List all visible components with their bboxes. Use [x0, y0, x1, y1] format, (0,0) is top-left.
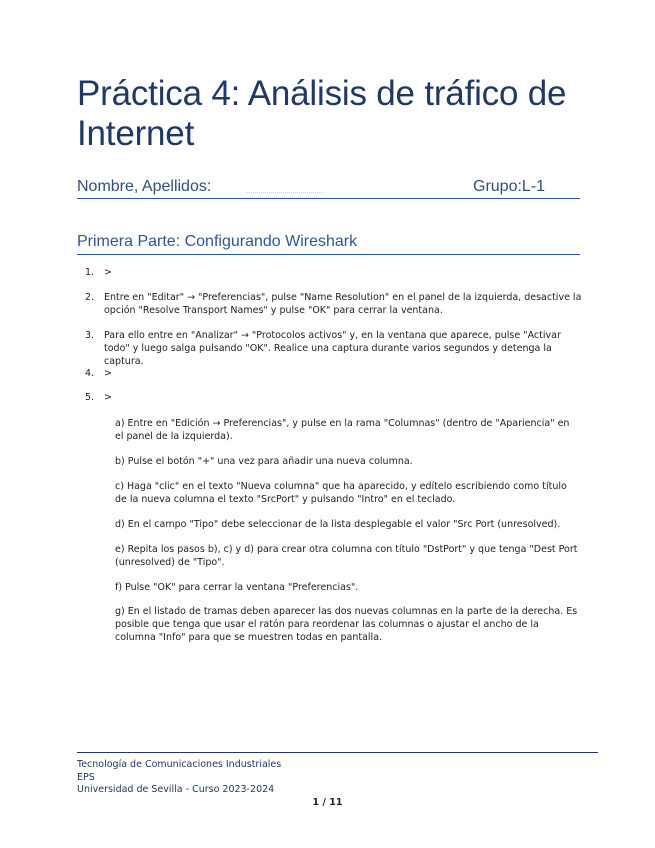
- subitem-g: g) En el listado de tramas deben aparecer las dos nuevas columnas en la parte de la derecha. Es posible que tenga que usar el ratón para reordenar las columnas o ajustar el ancho de la columna "Info" para que se muestren todas en pantalla.: [115, 606, 578, 643]
- list-text: >: [104, 392, 112, 403]
- footer-course: Tecnología de Comunicaciones Industriales: [77, 759, 282, 770]
- list-text: Para ello entre en "Analizar" → "Protocolos activos" y, en la ventana que aparece, pulse "Activar todo" y luego salga pulsando "OK". Realice una captura durante varios segundos y detenga la captura.: [104, 330, 561, 367]
- subitem-a: a) Entre en "Edición → Preferencias", y pulse en la rama "Columnas" (dentro de "Apariencia" en el panel de la izquierda).: [115, 418, 570, 442]
- document-title: Práctica 4: Análisis de tráfico de Internet: [77, 74, 567, 153]
- subitem-e: e) Repita los pasos b), c) y d) para crear otra columna con título "DstPort" y que tenga "Dest Port (unresolved) de "Tipo".: [115, 544, 578, 568]
- page-number: 1 / 11: [312, 797, 343, 808]
- list-text: Entre en "Editar" → "Preferencias", pulse "Name Resolution" en el panel de la izquierda, desactive la opción "Resolve Transport Names" y pulse "OK" para cerrar la ventana.: [104, 292, 582, 316]
- footer-divider: [77, 752, 598, 753]
- list-number: 2.: [85, 292, 95, 303]
- list-number: 5.: [85, 392, 95, 403]
- name-group-row: [77, 178, 580, 199]
- footer-university: Universidad de Sevilla - Curso 2023-2024: [77, 784, 275, 795]
- subitem-b: b) Pulse el botón "+" una vez para añadir una nueva columna.: [115, 456, 413, 467]
- name-label: Nombre, Apellidos:: [77, 178, 212, 195]
- subitem-f: f) Pulse "OK" para cerrar la ventana "Preferencias".: [115, 582, 359, 593]
- name-blank-field: [247, 189, 322, 193]
- list-number: 4.: [85, 368, 95, 379]
- section-heading: Primera Parte: Configurando Wireshark: [77, 233, 580, 255]
- list-text: >: [104, 368, 112, 379]
- list-number: 1.: [85, 267, 95, 278]
- list-text: >: [104, 267, 112, 278]
- footer: [77, 759, 281, 797]
- list-number: 3.: [85, 330, 95, 341]
- subitem-d: d) En el campo "Tipo" debe seleccionar de la lista desplegable el valor "Src Port (unresolved).: [115, 519, 561, 530]
- footer-school: EPS: [77, 771, 95, 783]
- group-label: Grupo:L-1: [473, 178, 546, 195]
- subitem-c: c) Haga "clic" en el texto "Nueva columna" que ha aparecido, y edítelo escribiendo como título de la nueva columna el texto "SrcPort" y pulsando "Intro" en el teclado.: [115, 481, 567, 505]
